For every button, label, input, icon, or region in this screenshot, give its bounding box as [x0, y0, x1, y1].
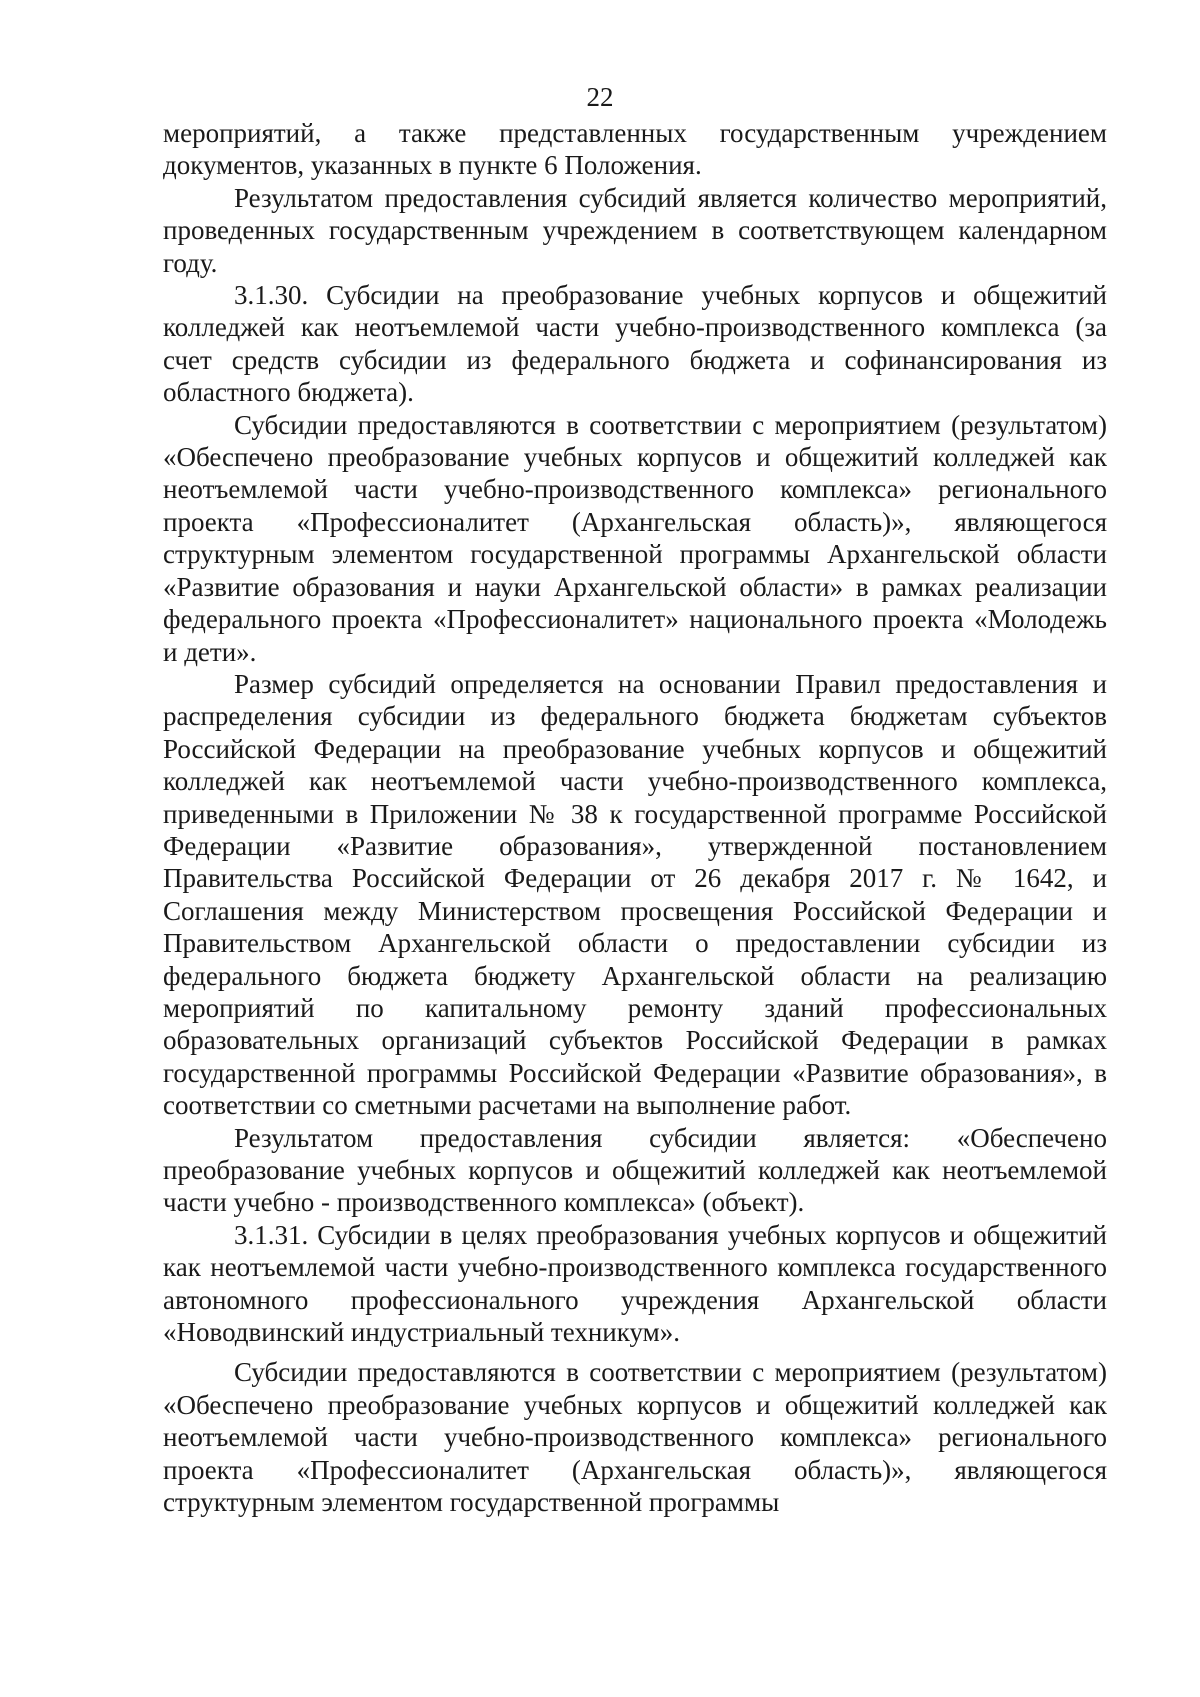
paragraph-subsidy-result: Результатом предоставления субсидии является: «Обеспечено преобразование учебных корпусов и общежитий колледжей как неотъемлемой части учебно - производственного комплекса» (объект). — [163, 1122, 1107, 1218]
paragraph-result-events: Результатом предоставления субсидий является количество мероприятий, проведенных государственным учреждением в соответствующем календарном году. — [163, 182, 1107, 278]
page-number: 22 — [586, 82, 614, 112]
document-body — [163, 117, 1107, 1518]
paragraph-subsidy-provision: Субсидии предоставляются в соответствии с мероприятием (результатом) «Обеспечено преобразование учебных корпусов и общежитий колледжей как неотъемлемой части учебно-производственного комплекса» регионального проекта «Профессионалитет (Архангельская область)», являющегося структурным элементом государственной программы Архангельской области «Развитие образования и науки Архангельской области» в рамках реализации федерального проекта «Профессионалитет» национального проекта «Молодежь и дети». — [163, 409, 1107, 667]
paragraph-subsidy-provision-2: Субсидии предоставляются в соответствии с мероприятием (результатом) «Обеспечено преобразование учебных корпусов и общежитий колледжей как неотъемлемой части учебно-производственного комплекса» регионального проекта «Профессионалитет (Архангельская область)», являющегося структурным элементом государственной программы — [163, 1357, 1107, 1518]
paragraph-subsidy-size: Размер субсидий определяется на основании Правил предоставления и распределения субсидии из федерального бюджета бюджетам субъектов Российской Федерации на преобразование учебных корпусов и общежитий колледжей как неотъемлемой части учебно-производственного комплекса, приведенными в Приложении № 38 к государственной программе Российской Федерации «Развитие образования», утвержденной постановлением Правительства Российской Федерации от 26 декабря 2017 г. № 1642, и Соглашения между Министерством просвещения Российской Федерации и Правительством Архангельской области о предоставлении субсидии из федерального бюджета бюджету Архангельской области на реализацию мероприятий по капитальному ремонту зданий профессиональных образовательных организаций субъектов Российской Федерации в рамках государственной программы Российской Федерации «Развитие образования», в соответствии со сметными расчетами на выполнение работ. — [163, 668, 1107, 1121]
paragraph-section-3-1-31: 3.1.31. Субсидии в целях преобразования учебных корпусов и общежитий как неотъемлемой части учебно-производственного комплекса государственного автономного профессионального учреждения Архангельской области «Новодвинский индустриальный техникум». — [163, 1219, 1107, 1348]
paragraph-continuation: мероприятий, а также представленных государственным учреждением документов, указанных в пункте 6 Положения. — [163, 118, 1107, 181]
paragraph-section-3-1-30: 3.1.30. Субсидии на преобразование учебных корпусов и общежитий колледжей как неотъемлемой части учебно-производственного комплекса (за счет средств субсидии из федерального бюджета и софинансирования из областного бюджета). — [163, 280, 1107, 408]
